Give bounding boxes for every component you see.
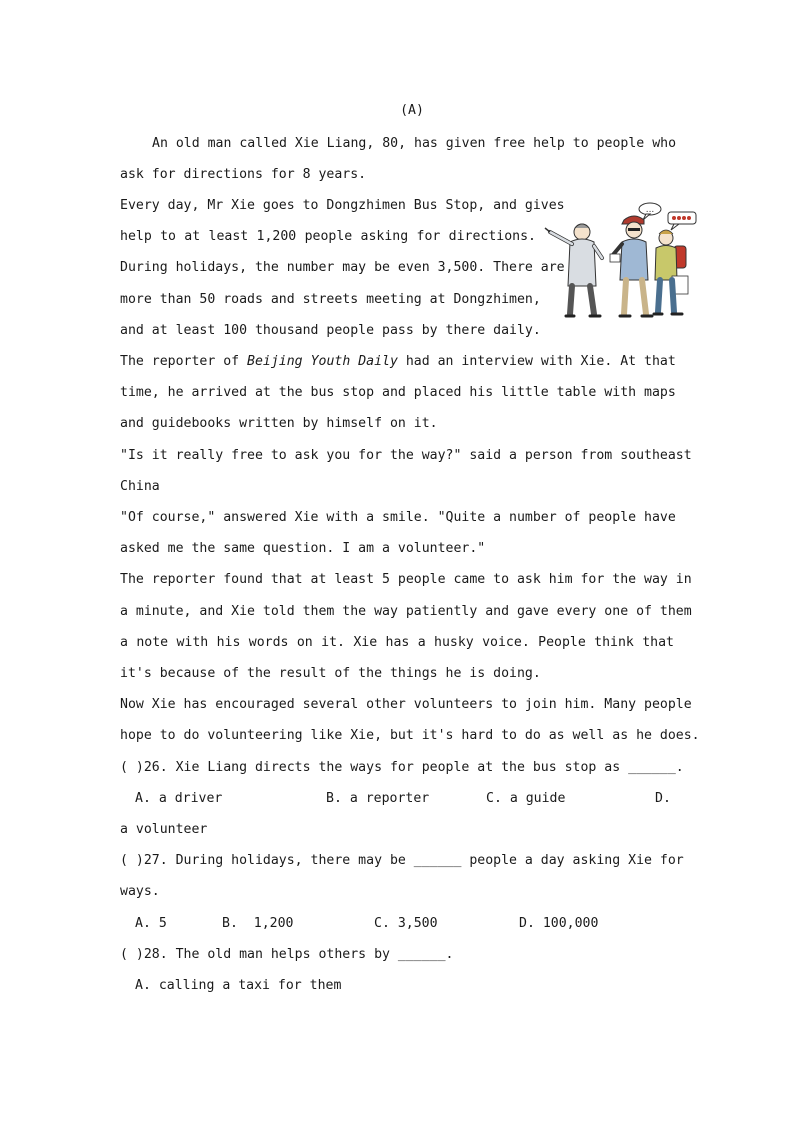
- question-26-option-a: A. a driver: [135, 791, 223, 806]
- question-26-option-b: B. a reporter: [326, 791, 430, 806]
- question-27-option-b: B. 1,200: [222, 916, 294, 931]
- paragraph-4-line-1: "Is it really free to ask you for the way?" said a person from southeast: [120, 448, 692, 463]
- question-27-option-c: C. 3,500: [374, 916, 438, 931]
- question-27-option-a: A. 5: [135, 916, 167, 931]
- paragraph-2-line-1: Every day, Mr Xie goes to Dongzhimen Bus Stop, and gives: [120, 198, 565, 213]
- paragraph-3-line-3: and guidebooks written by himself on it.: [120, 416, 438, 431]
- paragraph-6-line-3: a note with his words on it. Xie has a husky voice. People think that: [120, 635, 674, 650]
- old-man-figure: [545, 224, 602, 316]
- paragraph-6-line-2: a minute, and Xie told them the way patiently and gave every one of them: [120, 604, 692, 619]
- paragraph-7-line-1: Now Xie has encouraged several other volunteers to join him. Many people: [120, 697, 692, 712]
- paragraph-3-line-2: time, he arrived at the bus stop and placed his little table with maps: [120, 385, 676, 400]
- question-28-option-a: A. calling a taxi for them: [135, 978, 342, 993]
- paragraph-2-line-3: During holidays, the number may be even 3,500. There are: [120, 260, 565, 275]
- paragraph-3-line-1: [120, 352, 674, 372]
- tourist-figure: [610, 216, 652, 316]
- tourist-figure: [654, 230, 688, 314]
- svg-text:...: ...: [645, 205, 655, 215]
- newspaper-title: Beijing Youth Daily: [247, 354, 398, 369]
- question-26-option-d-text: a volunteer: [120, 822, 208, 837]
- question-28-stem: ( )28. The old man helps others by ______.: [120, 947, 454, 962]
- paragraph-3-line-1-start: The reporter of: [120, 354, 248, 369]
- paragraph-2-line-4: more than 50 roads and streets meeting at Dongzhimen,: [120, 292, 541, 307]
- question-26-stem: ( )26. Xie Liang directs the ways for people at the bus stop as ______.: [120, 760, 684, 775]
- question-27-option-d: D. 100,000: [519, 916, 599, 931]
- paragraph-5-line-1: "Of course," answered Xie with a smile. "Quite a number of people have: [120, 510, 676, 525]
- paragraph-2-line-2: help to at least 1,200 people asking for directions.: [120, 229, 536, 244]
- paragraph-3-line-1-end: had an interview with Xie. At that: [397, 354, 676, 369]
- paragraph-4-line-2: China: [120, 479, 160, 494]
- paragraph-6-line-1: The reporter found that at least 5 people came to ask him for the way in: [120, 572, 692, 587]
- paragraph-1-line-2: ask for directions for 8 years.: [120, 167, 367, 182]
- paragraph-1-line-1: An old man called Xie Liang, 80, has given free help to people who: [152, 136, 677, 151]
- volunteer-giving-directions-illustration: [542, 198, 700, 320]
- question-26-option-d: D.: [655, 791, 671, 806]
- speech-bubble-icon: [639, 203, 661, 220]
- paragraph-2-line-5: and at least 100 thousand people pass by there daily.: [120, 323, 541, 338]
- speech-bubble-icon: [668, 212, 696, 230]
- paragraph-6-line-4: it's because of the result of the things he is doing.: [120, 666, 541, 681]
- section-heading: (A): [400, 103, 424, 118]
- question-26-option-c: C. a guide: [486, 791, 566, 806]
- question-27-stem: ( )27. During holidays, there may be ______ people a day asking Xie for: [120, 853, 684, 868]
- paragraph-7-line-2: hope to do volunteering like Xie, but it's hard to do as well as he does.: [120, 728, 700, 743]
- paragraph-5-line-2: asked me the same question. I am a volunteer.": [120, 541, 486, 556]
- question-27-stem-continued: ways.: [120, 884, 160, 899]
